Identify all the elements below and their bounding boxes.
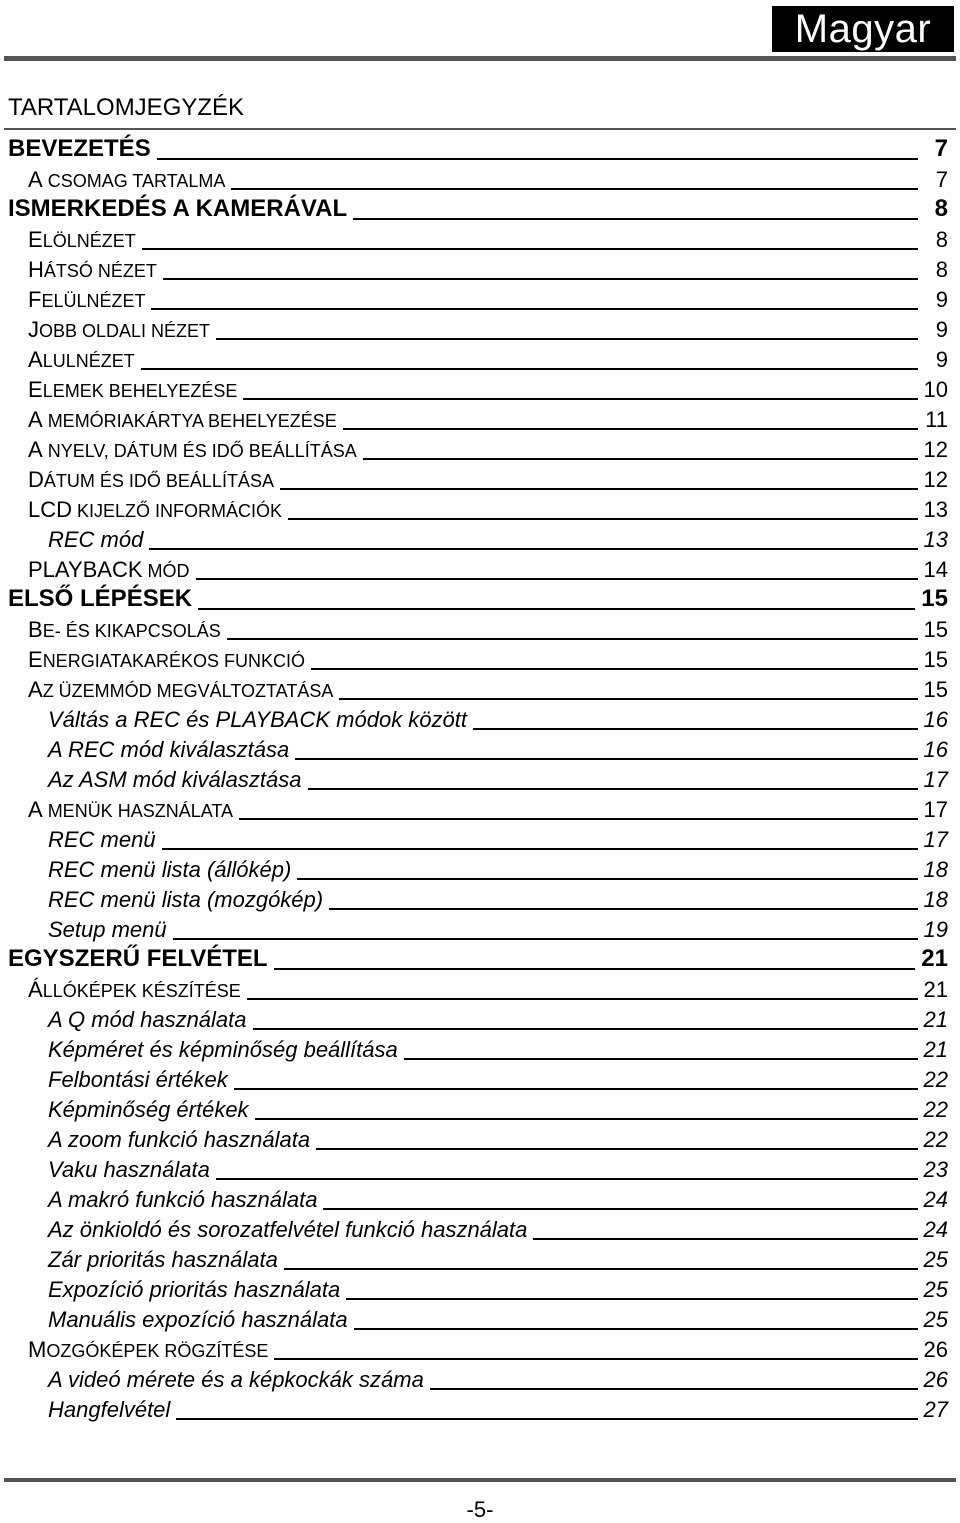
toc-entry-title-rest: LÖLNÉZET [42,231,136,251]
toc-page-number: 16 [923,737,948,762]
toc-entry-title: REC mód [48,527,144,552]
toc-leader-line [297,878,917,880]
toc-page-number: 11 [925,407,948,432]
toc-page-number: 27 [923,1397,948,1422]
toc-entry-title-initial: D [28,467,44,492]
toc-entry-title: REC menü [48,827,156,852]
toc-entry-title [28,1337,268,1363]
toc-leader-line [255,1118,918,1120]
toc-entry-title-rest: LULNÉZET [42,351,135,371]
toc-leader-line [142,248,918,250]
toc-page-number: 16 [923,707,948,732]
toc-entry[interactable] [0,137,960,167]
toc-leader-line [363,458,918,460]
toc-page-number: 13 [923,497,948,522]
toc-leader-line [288,518,917,520]
toc-leader-line [253,1028,918,1030]
toc-entry[interactable] [0,257,960,287]
toc-entry-title-rest: ELÜLNÉZET [41,291,146,311]
toc-entry-title-initial: A [28,677,43,702]
toc-entry-title [28,977,241,1003]
toc-leader-line [173,938,918,940]
toc-leader-line [404,1058,918,1060]
toc-entry-title-rest: OZGÓKÉPEK RÖGZÍTÉSE [46,1341,269,1361]
toc-leader-line [151,308,918,310]
toc-entry-title [28,647,305,673]
toc-entry[interactable] [0,617,960,647]
toc-page-number: 12 [923,437,948,462]
toc-entry-title: Az önkioldó és sorozatfelvétel funkció használata [48,1217,528,1242]
toc-entry-title-initial: B [28,617,43,642]
toc-entry[interactable] [0,737,960,767]
toc-page-number: 15 [923,617,948,642]
toc-page-number: 18 [923,887,948,912]
toc-leader-line [176,1418,917,1420]
toc-entry-title-initial: H [28,257,44,282]
toc-page-number: 21 [923,977,948,1002]
toc-leader-line [149,548,917,550]
language-tab: Magyar [772,6,954,52]
toc-leader-line [354,1328,918,1330]
toc-page-number: 23 [923,1157,948,1182]
toc-leader-line [284,1268,918,1270]
toc-entry-title-initial: E [28,647,43,672]
toc-leader-line [196,578,918,580]
toc-entry-title [28,287,145,313]
footer-rule [4,1478,956,1482]
toc-entry-title: Képminőség értékek [48,1097,249,1122]
toc-leader-line [329,908,917,910]
toc-page-number: 25 [923,1247,948,1272]
toc-entry-title-rest: E- ÉS KIKAPCSOLÁS [42,621,221,641]
toc-page-number: 14 [923,557,948,582]
toc-entry-title-rest: KIJELZŐ INFORMÁCIÓK [72,501,283,521]
toc-entry[interactable] [0,677,960,707]
toc-entry[interactable] [0,347,960,377]
toc-page-number: 19 [923,917,948,942]
toc-entry[interactable] [0,977,960,1007]
toc-entry[interactable] [0,1007,960,1037]
toc-page-number: 24 [923,1187,948,1212]
toc-page-number: 17 [923,767,948,792]
toc-entry[interactable] [0,317,960,347]
toc-leader-line [247,998,918,1000]
toc-entry-title-initial: A [28,407,43,432]
toc-entry[interactable] [0,1307,960,1337]
toc-entry[interactable] [0,497,960,527]
toc-leader-line [163,278,918,280]
toc-entry-title-rest: LLÓKÉPEK KÉSZÍTÉSE [42,981,241,1001]
toc-entry[interactable] [0,887,960,917]
toc-page-number: 7 [934,135,948,162]
toc-entry-title [28,797,233,823]
toc-entry-title: A REC mód kiválasztása [48,737,290,762]
toc-entry[interactable] [0,1247,960,1277]
toc-leader-line [533,1238,917,1240]
toc-leader-line [473,728,918,730]
toc-entry[interactable] [0,1217,960,1247]
toc-leader-line [141,368,918,370]
toc-page-number: 9 [935,287,948,312]
toc-entry-title: Setup menü [48,917,167,942]
toc-page-number: 26 [923,1367,948,1392]
toc-entry[interactable] [0,377,960,407]
toc-page-number: 8 [935,257,948,282]
toc-entry[interactable] [0,1397,960,1427]
toc-entry[interactable] [0,197,960,227]
toc-entry[interactable] [0,767,960,797]
toc-entry-title: Váltás a REC és PLAYBACK módok között [48,707,467,732]
toc-entry-title: A videó mérete és a képkockák száma [48,1367,424,1392]
toc-entry[interactable] [0,1337,960,1367]
toc-entry-title-initial: F [28,287,42,312]
toc-entry-title: Expozíció prioritás használata [48,1277,341,1302]
toc-page-number: 24 [923,1217,948,1242]
toc-entry[interactable] [0,227,960,257]
toc-entry-title: A Q mód használata [48,1007,247,1032]
toc-page-number: 15 [921,585,948,612]
toc-entry-title: Vaku használata [48,1157,210,1182]
toc-entry-title: REC menü lista (mozgókép) [48,887,324,912]
toc-entry-title [28,467,274,493]
toc-entry-title-rest: LEMEK BEHELYEZÉSE [42,381,238,401]
toc-title: TARTALOMJEGYZÉK [8,94,245,121]
toc-entry-title [28,227,136,253]
toc-leader-line [243,398,917,400]
toc-entry-title-initial: LCD [28,497,73,522]
toc-entry-title: A makró funkció használata [48,1187,318,1212]
page-number: -5- [466,1497,494,1522]
toc-leader-line [316,1148,917,1150]
toc-entry-title-initial: A [28,437,43,462]
toc-entry-title [28,317,210,343]
toc-entry[interactable] [0,827,960,857]
toc-entry[interactable] [0,917,960,947]
title-rule [4,128,956,130]
toc-entry[interactable] [0,857,960,887]
toc-entry-title-initial: M [28,1337,47,1362]
toc-entry-title: Képméret és képminőség beállítása [48,1037,398,1062]
toc-entry[interactable] [0,1097,960,1127]
toc-entry-title-initial: E [28,227,43,252]
toc-entry-title: Zár prioritás használata [48,1247,278,1272]
toc-entry[interactable] [0,587,960,617]
toc-entry[interactable] [0,407,960,437]
toc-entry[interactable] [0,947,960,977]
toc-entry-title-rest: MENÜK HASZNÁLATA [42,801,234,821]
toc-page-number: 8 [935,227,948,252]
toc-leader-line [216,1178,918,1180]
toc-entry[interactable] [0,1187,960,1217]
toc-entry[interactable] [0,287,960,317]
toc-entry-title [28,677,333,703]
toc-leader-line [231,188,918,190]
toc-page-number: 17 [923,797,948,822]
toc-page-number: 22 [923,1097,948,1122]
toc-page-number: 21 [923,1007,948,1032]
toc-entry-title: Manuális expozíció használata [48,1307,348,1332]
toc-entry[interactable] [0,1367,960,1397]
toc-leader-line [280,488,918,490]
toc-leader-line [198,608,915,610]
toc-leader-line [353,218,918,220]
toc-entry-title-initial: E [28,377,43,402]
toc-entry-title [28,257,157,283]
toc-entry-title: Hangfelvétel [48,1397,171,1422]
toc-page-number: 8 [934,195,948,222]
toc-entry-title-initial: A [28,347,43,372]
toc-leader-line [239,818,917,820]
toc-entry-title-rest: NYELV, DÁTUM ÉS IDŐ BEÁLLÍTÁSA [42,441,357,461]
toc-entry[interactable] [0,437,960,467]
toc-leader-line [234,1088,918,1090]
toc-page-number: 10 [923,377,948,402]
toc-leader-line [274,968,916,970]
toc-page-number: 21 [923,1037,948,1062]
toc-entry[interactable] [0,1157,960,1187]
toc-entry-title: ELSŐ LÉPÉSEK [8,585,193,612]
toc-page-number: 25 [923,1277,948,1302]
toc-entry[interactable] [0,797,960,827]
toc-page-number: 9 [935,317,948,342]
toc-leader-line [295,758,917,760]
toc-entry-title [28,377,237,403]
toc-page-number: 9 [935,347,948,372]
toc-page-number: 7 [935,167,948,192]
toc-page-number: 25 [923,1307,948,1332]
toc-entry-title [28,557,190,583]
toc-entry-title-rest: ÁTSÓ NÉZET [43,261,157,281]
toc-entry-title [28,407,337,433]
toc-entry[interactable] [0,527,960,557]
toc-entry-title [28,167,225,193]
toc-entry-title: REC menü lista (állókép) [48,857,292,882]
toc-entry[interactable] [0,1037,960,1067]
toc-entry-title-initial: Á [28,977,43,1002]
toc-leader-line [157,158,918,160]
toc-leader-line [162,848,918,850]
toc-page-number: 17 [923,827,948,852]
toc-leader-line [323,1208,917,1210]
toc-page-number: 26 [923,1337,948,1362]
toc-entry-title-rest: OBB OLDALI NÉZET [39,321,211,341]
toc-entry-title-rest: MÓD [142,561,190,581]
toc-page-number: 12 [923,467,948,492]
toc-entry-title-initial: A [28,797,43,822]
toc-entry[interactable] [0,167,960,197]
toc-page-number: 21 [921,945,948,972]
toc-entry-title-rest: ÁTUM ÉS IDŐ BEÁLLÍTÁSA [43,471,274,491]
toc-entry-title-rest: MEMÓRIAKÁRTYA BEHELYEZÉSE [42,411,337,431]
toc-leader-line [343,428,918,430]
toc-entry-title-rest: CSOMAG TARTALMA [42,171,226,191]
toc-leader-line [227,638,918,640]
toc-entry-title: Az ASM mód kiválasztása [48,767,302,792]
toc-leader-line [339,698,917,700]
toc-entry-title: Felbontási értékek [48,1067,228,1092]
toc-entry-title [28,617,221,643]
toc-entry-title: BEVEZETÉS [8,135,151,162]
toc-leader-line [311,668,917,670]
toc-leader-line [216,338,918,340]
toc-entry-title: ISMERKEDÉS A KAMERÁVAL [8,195,348,222]
toc-entry-title [28,437,357,463]
toc-entry[interactable] [0,1067,960,1097]
toc-page-number: 22 [923,1127,948,1152]
toc-page-number: 13 [923,527,948,552]
toc-entry[interactable] [0,647,960,677]
toc-entry-title-initial: PLAYBACK [28,557,143,582]
toc-entry-title [28,347,135,373]
toc-page-number: 15 [923,677,948,702]
toc-entry[interactable] [0,707,960,737]
toc-entry-title: A zoom funkció használata [48,1127,311,1152]
toc-entry[interactable] [0,557,960,587]
toc-entry[interactable] [0,467,960,497]
toc-entry[interactable] [0,1127,960,1157]
toc-entry-title-initial: J [28,317,39,342]
toc-leader-line [308,788,918,790]
toc-entry-title: EGYSZERŰ FELVÉTEL [8,945,268,972]
toc-page-number: 15 [923,647,948,672]
toc-leader-line [346,1298,917,1300]
toc-list [0,137,960,1427]
toc-entry-title-initial: A [28,167,43,192]
toc-entry-title [28,497,282,523]
toc-page-number: 18 [923,857,948,882]
toc-page-number: 22 [923,1067,948,1092]
toc-entry-title-rest: Z ÜZEMMÓD MEGVÁLTOZTATÁSA [42,681,334,701]
header-rule [4,56,956,61]
toc-leader-line [430,1388,918,1390]
toc-leader-line [274,1358,917,1360]
toc-entry-title-rest: NERGIATAKARÉKOS FUNKCIÓ [42,651,306,671]
toc-entry[interactable] [0,1277,960,1307]
